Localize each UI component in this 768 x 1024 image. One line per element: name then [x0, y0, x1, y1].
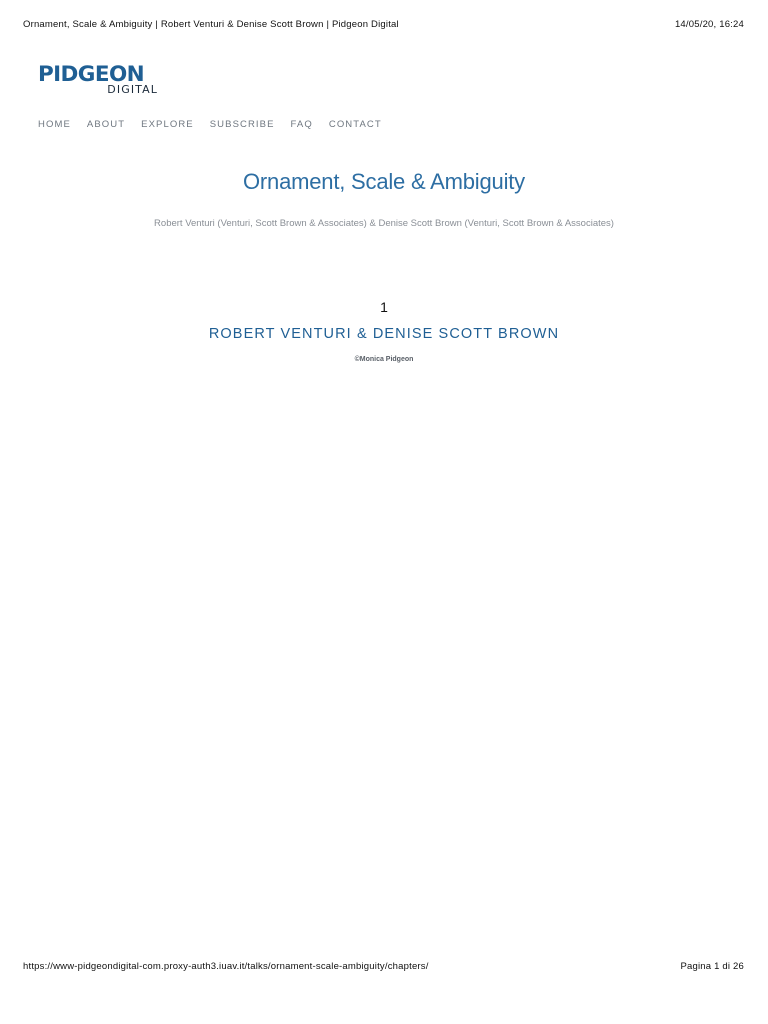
- nav-item-about[interactable]: ABOUT: [86, 119, 126, 130]
- print-header: [23, 19, 744, 33]
- nav-item-faq[interactable]: FAQ: [290, 119, 313, 130]
- chapter-number: 1: [380, 299, 388, 315]
- print-document-title: Ornament, Scale & Ambiguity | Robert Venturi & Denise Scott Brown | Pidgeon Digital: [23, 19, 399, 30]
- nav-item-home[interactable]: HOME: [38, 119, 71, 130]
- print-url: https://www-pidgeondigital-com.proxy-auth3.iuav.it/talks/ornament-scale-ambiguity/chapters/: [23, 961, 429, 972]
- chapter-title-link[interactable]: ROBERT VENTURI & DENISE SCOTT BROWN: [208, 326, 560, 342]
- nav-item-subscribe[interactable]: SUBSCRIBE: [209, 119, 275, 130]
- pidgeon-digital-logo[interactable]: [38, 64, 162, 100]
- nav-item-contact[interactable]: CONTACT: [328, 119, 382, 130]
- talk-speakers: Robert Venturi (Venturi, Scott Brown & Associates) & Denise Scott Brown (Venturi, Scott Brown & Associates): [154, 218, 614, 229]
- print-timestamp: 14/05/20, 16:24: [674, 19, 744, 30]
- nav-item-explore[interactable]: EXPLORE: [141, 119, 194, 130]
- logo-subtext: DIGITAL: [107, 83, 158, 96]
- main-navigation: [38, 119, 398, 130]
- print-page-count: Pagina 1 di 26: [680, 961, 744, 972]
- photo-credit: ©Monica Pidgeon: [354, 356, 414, 363]
- logo-wordmark: PIDGEON: [38, 62, 145, 87]
- page-title: Ornament, Scale & Ambiguity: [243, 169, 525, 194]
- print-footer: [23, 961, 744, 975]
